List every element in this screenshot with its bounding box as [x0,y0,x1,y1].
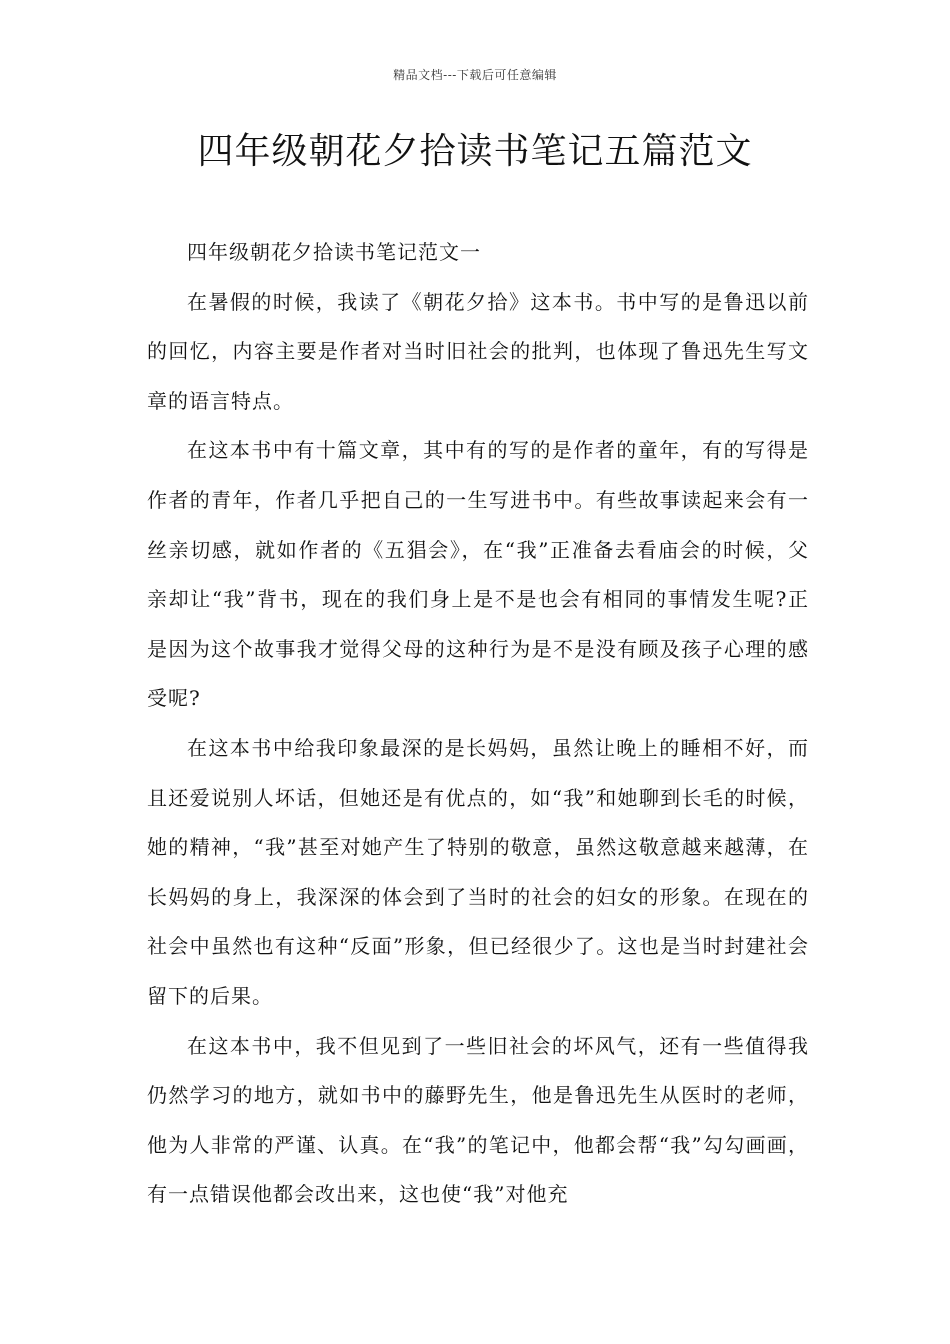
document-body [147,228,809,1220]
paragraph: 在这本书中，我不但见到了一些旧社会的坏风气，还有一些值得我仍然学习的地方，就如书中的藤野先生，他是鲁迅先生从医时的老师，他为人非常的严谨、认真。在“我”的笔记中，他都会帮“我”勾勾画画，有一点错误他都会改出来，这也使“我”对他充 [147,1033,809,1207]
section-heading: 四年级朝花夕拾读书笔记范文一 [187,240,481,264]
paragraph: 在这本书中有十篇文章，其中有的写的是作者的童年，有的写得是作者的青年，作者几乎把自己的一生写进书中。有些故事读起来会有一丝亲切感，就如作者的《五猖会》，在“我”正准备去看庙会的时候，父亲却让“我”背书，现在的我们身上是不是也会有相同的事情发生呢?正是因为这个故事我才觉得父母的这种行为是不是没有顾及孩子心理的感受呢? [147,438,809,711]
paragraph: 在暑假的时候，我读了《朝花夕拾》这本书。书中写的是鲁迅以前的回忆，内容主要是作者对当时旧社会的批判，也体现了鲁迅先生写文章的语言特点。 [147,289,809,413]
header-note: 精品文档---下载后可任意编辑 [393,68,557,82]
paragraph: 在这本书中给我印象最深的是长妈妈，虽然让晚上的睡相不好，而且还爱说别人坏话，但她还是有优点的，如“我”和她聊到长毛的时候，她的精神，“我”甚至对她产生了特别的敬意，虽然这敬意越来越薄，在长妈妈的身上，我深深的体会到了当时的社会的妇女的形象。在现在的社会中虽然也有这种“反面”形象，但已经很少了。这也是当时封建社会留下的后果。 [147,735,809,1008]
document-title: 四年级朝花夕拾读书笔记五篇范文 [197,131,753,172]
